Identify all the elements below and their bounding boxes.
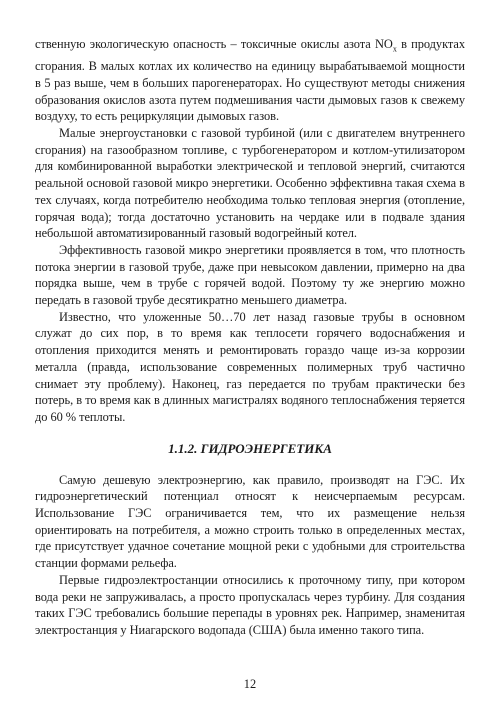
- subscript-x: x: [392, 44, 397, 54]
- paragraph: Эффективность газовой микро энергетики проявляется в том, что плотность потока энергии в газовой трубе, даже при невысоком давлении, примерно на два порядка выше, чем в трубе с горячей водой. Поэтому ту же энергию можно передать в газовой трубе десятикратно меньшего диаметра.: [35, 242, 465, 308]
- paragraph: Малые энергоустановки с газовой турбиной (или с двигателем внутреннего сгорания) на газообразном топливе, с турбогенератором и котлом-утилизатором для комбинированной выработки электрической и тепловой энергий, считаются реальной основой газовой микро энергетики. Особенно эффективна такая схема в тех случаях, когда потребителю необходима только тепловая энергия (отопление, горячая вода); тогда достаточно установить на чердаке или в подвале здания небольшой автоматизированный газовый водогрейный котел.: [35, 125, 465, 241]
- paragraph-text-after-subscript: в продуктах сгорания. В малых котлах их количество на единицу вырабатываемой мощности в 5 раз выше, чем в больших парогенераторах. Но существуют методы снижения образования окислов азота путем подмешивания части дымовых газов к свежему воздуху, то есть рециркуляции дымовых газов.: [35, 37, 465, 124]
- paragraph: [35, 36, 465, 125]
- paragraph: Самую дешевую электроэнергию, как правило, производят на ГЭС. Их гидроэнергетический потенциал относят к неисчерпаемым ресурсам. Использование ГЭС ограничивается тем, что их размещение нельзя ориентировать на потребителя, а можно строить только в определенных местах, где присутствует удачное сочетание мощной реки с удобными для строительства станции формами рельефа.: [35, 472, 465, 571]
- paragraph: Первые гидроэлектростанции относились к проточному типу, при котором вода реки не запруживалась, а просто пропускалась через турбину. Для создания таких ГЭС требовались большие перепады в уровнях рек. Например, знаменитая электростанция у Ниагарского водопада (США) была именно такого типа.: [35, 572, 465, 637]
- paragraph: Известно, что уложенные 50…70 лет назад газовые трубы в основном служат до сих пор, в то время как теплосети горячего водоснабжения и отопления приходится менять и ремонтировать гораздо чаще из-за коррозии металла (правда, использование современных полимерных труб частично снимает эту проблему). Наконец, газ передается по трубам практически без потерь, в то время как в длинных магистралях водяного теплоснабжения теряется до 60 % теплоты.: [35, 309, 465, 424]
- page-number: 12: [243, 677, 257, 691]
- paragraph-text-before-subscript: ственную экологическую опасность – токсичные окислы азота NO: [35, 37, 393, 51]
- page-body: [35, 36, 465, 639]
- section-heading: 1.1.2. ГИДРОЭНЕРГЕТИКА: [168, 440, 332, 456]
